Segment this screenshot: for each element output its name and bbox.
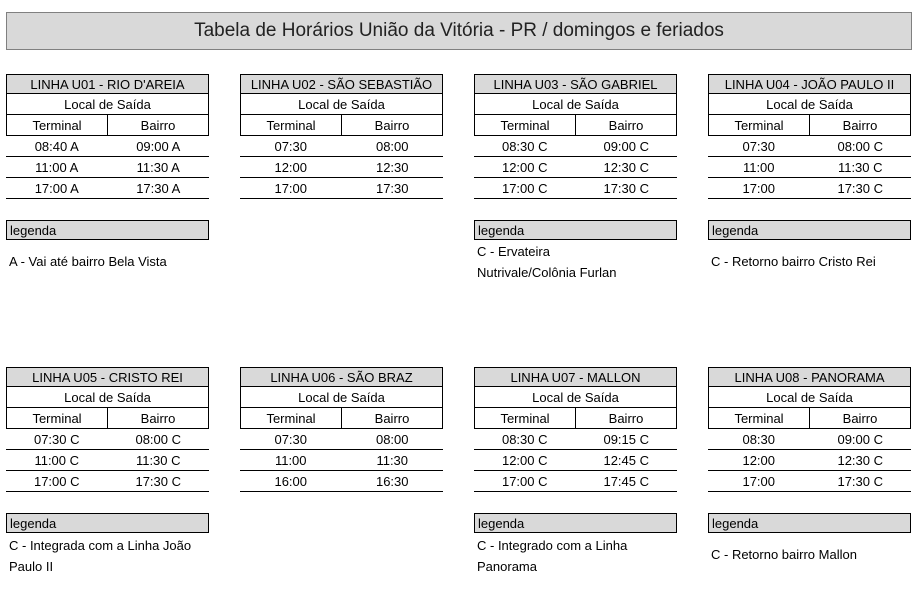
bairro-time: 17:30 A bbox=[136, 180, 181, 196]
terminal-time: 12:00 bbox=[274, 159, 308, 175]
line-name: LINHA U08 - PANORAMA bbox=[708, 367, 911, 387]
bairro-time: 11:30 A bbox=[136, 159, 180, 175]
table-row bbox=[474, 157, 677, 178]
table-row bbox=[240, 429, 443, 450]
terminal-time: 11:00 C bbox=[34, 452, 80, 468]
table-row bbox=[240, 471, 443, 492]
table-row bbox=[708, 429, 911, 450]
legend-header-u01: legenda bbox=[6, 220, 209, 240]
line-name: LINHA U06 - SÃO BRAZ bbox=[240, 367, 443, 387]
page-title: Tabela de Horários União da Vitória - PR / domingos e feriados bbox=[6, 12, 912, 50]
legend-text-u04: C - Retorno bairro Cristo Rei bbox=[711, 254, 876, 269]
terminal-time: 11:00 bbox=[274, 452, 307, 468]
table-row bbox=[6, 178, 209, 199]
local-saida-label: Local de Saída bbox=[6, 94, 209, 115]
table-row bbox=[6, 450, 209, 471]
line-name: LINHA U01 - RIO D'AREIA bbox=[6, 74, 209, 94]
bairro-time: 08:00 C bbox=[837, 138, 884, 154]
terminal-header: Terminal bbox=[708, 408, 810, 428]
local-saida-label: Local de Saída bbox=[708, 387, 911, 408]
line-table-u04 bbox=[708, 74, 911, 199]
bairro-time: 09:15 C bbox=[603, 431, 650, 447]
terminal-time: 08:30 bbox=[742, 431, 776, 447]
table-row bbox=[474, 178, 677, 199]
bairro-header: Bairro bbox=[810, 408, 911, 428]
bairro-time: 08:00 bbox=[375, 138, 409, 154]
terminal-time: 07:30 C bbox=[33, 431, 80, 447]
bairro-time: 16:30 bbox=[375, 473, 409, 489]
legend-header-u07: legenda bbox=[474, 513, 677, 533]
table-row bbox=[708, 178, 911, 199]
terminal-header: Terminal bbox=[708, 115, 810, 135]
line-name: LINHA U03 - SÃO GABRIEL bbox=[474, 74, 677, 94]
terminal-time: 17:00 bbox=[274, 180, 308, 196]
table-row bbox=[6, 157, 209, 178]
terminal-time: 17:00 C bbox=[33, 473, 80, 489]
bairro-time: 17:30 C bbox=[135, 473, 182, 489]
bairro-time: 11:30 bbox=[376, 452, 409, 468]
terminal-time: 08:40 A bbox=[34, 138, 79, 154]
bairro-time: 09:00 A bbox=[136, 138, 181, 154]
terminal-time: 12:00 bbox=[742, 452, 776, 468]
line-table-u07 bbox=[474, 367, 677, 492]
legend-header-u05: legenda bbox=[6, 513, 209, 533]
line-name: LINHA U05 - CRISTO REI bbox=[6, 367, 209, 387]
terminal-time: 11:00 bbox=[742, 159, 775, 175]
table-row bbox=[240, 136, 443, 157]
local-saida-label: Local de Saída bbox=[474, 387, 677, 408]
terminal-time: 08:30 C bbox=[501, 431, 548, 447]
local-saida-label: Local de Saída bbox=[240, 387, 443, 408]
line-table-u03 bbox=[474, 74, 677, 199]
table-row bbox=[474, 471, 677, 492]
bairro-time: 11:30 C bbox=[837, 159, 883, 175]
terminal-time: 17:00 bbox=[742, 473, 776, 489]
terminal-time: 12:00 C bbox=[501, 159, 548, 175]
bairro-header: Bairro bbox=[108, 408, 209, 428]
line-table-u05 bbox=[6, 367, 209, 492]
table-row bbox=[240, 178, 443, 199]
bairro-time: 12:45 C bbox=[603, 452, 650, 468]
table-row bbox=[6, 429, 209, 450]
bairro-header: Bairro bbox=[576, 408, 677, 428]
line-table-u06 bbox=[240, 367, 443, 492]
table-row bbox=[708, 450, 911, 471]
terminal-time: 07:30 bbox=[274, 431, 308, 447]
table-row bbox=[708, 136, 911, 157]
bairro-header: Bairro bbox=[810, 115, 911, 135]
bairro-time: 11:30 C bbox=[135, 452, 181, 468]
terminal-time: 12:00 C bbox=[501, 452, 548, 468]
line-name: LINHA U04 - JOÃO PAULO II bbox=[708, 74, 911, 94]
local-saida-label: Local de Saída bbox=[6, 387, 209, 408]
local-saida-label: Local de Saída bbox=[240, 94, 443, 115]
terminal-header: Terminal bbox=[474, 115, 576, 135]
bairro-header: Bairro bbox=[108, 115, 209, 135]
legend-text-u07: C - Integrado com a Linha Panorama bbox=[477, 538, 628, 574]
legend-text-u08: C - Retorno bairro Mallon bbox=[711, 547, 857, 562]
bairro-time: 09:00 C bbox=[837, 431, 884, 447]
bairro-time: 17:45 C bbox=[603, 473, 650, 489]
terminal-header: Terminal bbox=[240, 115, 342, 135]
line-table-u08 bbox=[708, 367, 911, 492]
terminal-header: Terminal bbox=[240, 408, 342, 428]
line-name: LINHA U02 - SÃO SEBASTIÃO bbox=[240, 74, 443, 94]
bairro-header: Bairro bbox=[342, 115, 443, 135]
bairro-time: 08:00 C bbox=[135, 431, 182, 447]
terminal-time: 16:00 bbox=[274, 473, 308, 489]
terminal-time: 07:30 bbox=[742, 138, 776, 154]
legend-header-u08: legenda bbox=[708, 513, 911, 533]
legend-text-u01: A - Vai até bairro Bela Vista bbox=[9, 254, 167, 269]
bairro-time: 08:00 bbox=[375, 431, 409, 447]
bairro-time: 17:30 C bbox=[837, 473, 884, 489]
table-row bbox=[474, 136, 677, 157]
bairro-time: 17:30 C bbox=[837, 180, 884, 196]
bairro-header: Bairro bbox=[342, 408, 443, 428]
table-row bbox=[708, 471, 911, 492]
line-table-u02 bbox=[240, 74, 443, 199]
table-row bbox=[474, 429, 677, 450]
bairro-time: 17:30 bbox=[375, 180, 409, 196]
bairro-time: 12:30 C bbox=[603, 159, 650, 175]
bairro-time: 12:30 bbox=[375, 159, 409, 175]
legend-header-u03: legenda bbox=[474, 220, 677, 240]
terminal-header: Terminal bbox=[6, 115, 108, 135]
bairro-time: 12:30 C bbox=[837, 452, 884, 468]
table-row bbox=[708, 157, 911, 178]
table-row bbox=[6, 471, 209, 492]
terminal-time: 17:00 A bbox=[34, 180, 79, 196]
legend-text-u03: C - Ervateira Nutrivale/Colônia Furlan bbox=[477, 244, 617, 280]
local-saida-label: Local de Saída bbox=[474, 94, 677, 115]
line-table-u01 bbox=[6, 74, 209, 199]
terminal-header: Terminal bbox=[6, 408, 108, 428]
terminal-time: 08:30 C bbox=[501, 138, 548, 154]
table-row bbox=[6, 136, 209, 157]
legend-text-u05: C - Integrada com a Linha João Paulo II bbox=[9, 538, 192, 574]
terminal-time: 17:00 bbox=[742, 180, 776, 196]
terminal-time: 17:00 C bbox=[501, 473, 548, 489]
terminal-time: 07:30 bbox=[274, 138, 308, 154]
local-saida-label: Local de Saída bbox=[708, 94, 911, 115]
terminal-time: 17:00 C bbox=[501, 180, 548, 196]
bairro-header: Bairro bbox=[576, 115, 677, 135]
bairro-time: 09:00 C bbox=[603, 138, 650, 154]
bairro-time: 17:30 C bbox=[603, 180, 650, 196]
legend-header-u04: legenda bbox=[708, 220, 911, 240]
line-name: LINHA U07 - MALLON bbox=[474, 367, 677, 387]
terminal-time: 11:00 A bbox=[35, 159, 79, 175]
terminal-header: Terminal bbox=[474, 408, 576, 428]
table-row bbox=[240, 450, 443, 471]
table-row bbox=[240, 157, 443, 178]
table-row bbox=[474, 450, 677, 471]
